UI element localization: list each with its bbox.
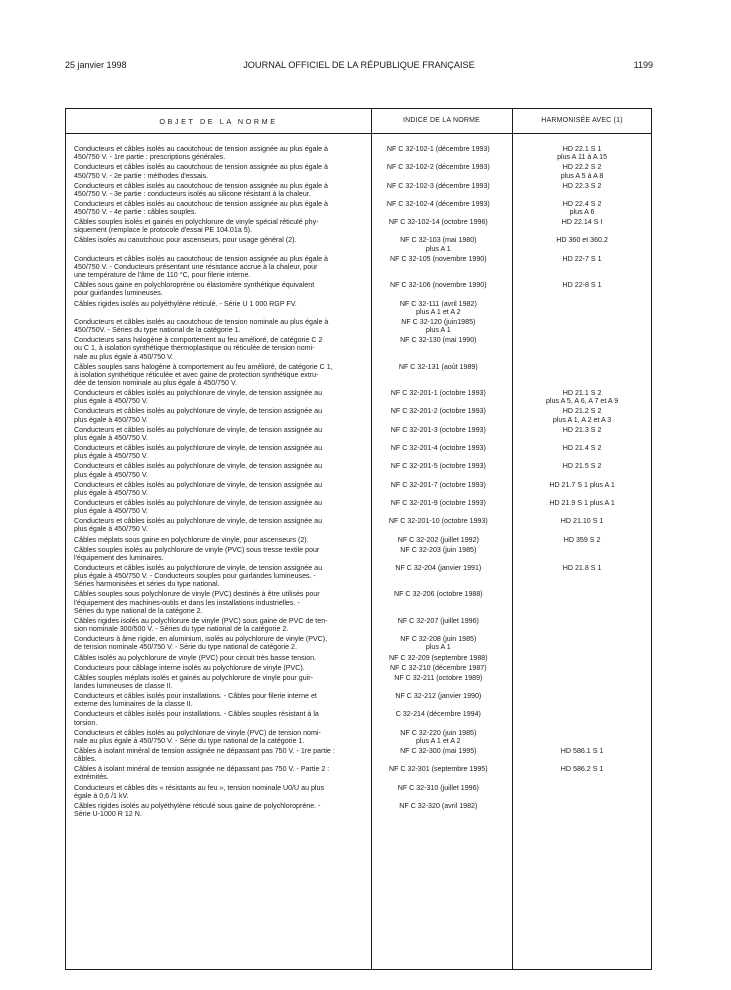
indice-cell-line: NF C 32-201-5 (octobre 1993) — [390, 462, 486, 471]
harmonisee-cell-line: HD 21.3 S 2 — [562, 425, 602, 434]
objet-cell-line: Câbles isolés au caoutchouc pour ascenseurs, pour usage général (2). — [74, 236, 297, 245]
objet-cell — [66, 710, 363, 726]
harmonisee-cell — [513, 236, 651, 252]
table-row — [66, 363, 651, 388]
indice-cell — [363, 674, 513, 690]
harmonisee-cell — [513, 481, 651, 497]
harmonisee-cell — [513, 363, 651, 388]
indice-cell — [363, 617, 513, 633]
indice-cell-line: NF C 32-208 (juin 1985) — [400, 635, 477, 644]
indice-cell — [363, 765, 513, 781]
table-row — [66, 218, 651, 234]
objet-cell — [66, 747, 363, 763]
indice-cell-line: NF C 32-206 (octobre 1988) — [393, 590, 483, 599]
objet-cell — [66, 664, 363, 672]
objet-cell-line: plus égale à 450/750 V. — [74, 433, 148, 442]
indice-cell — [363, 564, 513, 589]
indice-cell — [363, 481, 513, 497]
objet-cell-line: Conducteurs et câbles isolés au caoutchouc de tension nominale au plus égale à — [74, 317, 329, 326]
indice-cell-line: NF C 32-120 (juin1985) — [401, 317, 476, 326]
harmonisee-cell — [513, 664, 651, 672]
objet-cell-line: l'équipement des machines-outils et dans les installations industrielles. - — [74, 598, 300, 607]
indice-cell-line: NF C 32-201-7 (octobre 1993) — [390, 480, 486, 489]
harmonisee-cell — [513, 407, 651, 423]
indice-cell-line: NF C 32-201-1 (octobre 1993) — [390, 389, 486, 398]
table-row — [66, 692, 651, 708]
objet-cell — [66, 590, 363, 615]
objet-cell — [66, 462, 363, 478]
harmonisee-cell-line: HD 21.4 S 2 — [562, 444, 602, 453]
harmonisee-cell-line: HD 22.2 S 2 — [562, 163, 602, 172]
harmonisee-cell-line: HD 586.2 S 1 — [560, 765, 604, 774]
table-row — [66, 635, 651, 651]
objet-cell-line: 450/750 V. - 2e partie : méthodes d'essais. — [74, 171, 208, 180]
harmonisee-cell — [513, 145, 651, 161]
harmonisee-cell-line: HD 21.8 S 1 — [562, 563, 602, 572]
objet-cell — [66, 444, 363, 460]
harmonisee-cell — [513, 182, 651, 198]
objet-cell-line: Conducteurs et câbles dits « résistants au feu », tension nominale U0/U au plus — [74, 783, 324, 792]
indice-cell — [363, 590, 513, 615]
objet-cell-line: nale au plus égale à 450/750 V. — [74, 352, 174, 361]
indice-cell-line: NF C 32-201-4 (octobre 1993) — [390, 444, 486, 453]
indice-cell-line: plus A 1 — [425, 326, 451, 335]
harmonisee-cell — [513, 499, 651, 515]
table-row — [66, 462, 651, 478]
table-row — [66, 499, 651, 515]
indice-cell — [363, 546, 513, 562]
table-row — [66, 336, 651, 361]
indice-cell-line: NF C 32-207 (juillet 1996) — [397, 616, 479, 625]
indice-cell-line: NF C 32-201-10 (octobre 1993) — [388, 517, 488, 526]
objet-cell-line: à isolation synthétique réticulée et avec gaine de protection synthétique extru- — [74, 370, 319, 379]
objet-cell-line: plus égale à 450/750 V. - Conducteurs souples pour guirlandes lumineuses. - — [74, 572, 316, 581]
table-row — [66, 444, 651, 460]
objet-cell-line: 450/750 V. - 3e partie : conducteurs isolés au silicone résistant à la chaleur. — [74, 189, 311, 198]
harmonisee-cell-line: HD 21.10 S 1 — [560, 517, 604, 526]
table-row — [66, 200, 651, 216]
page-number: 1199 — [633, 60, 653, 70]
indice-cell-line: NF C 32-103 (mai 1980) — [400, 236, 477, 245]
objet-cell-line: nale au plus égale à 450/750 V. - Série du type national de la catégorie 1. — [74, 736, 305, 745]
objet-cell-line: Conducteurs et câbles isolés pour installations. - Câbles souples résistant à la — [74, 710, 319, 719]
indice-cell — [363, 218, 513, 234]
objet-cell-line: 450/750V. - Séries du type national de la catégorie 1. — [74, 326, 241, 335]
objet-cell-line: Conducteurs sans halogène à comportement au feu amélioré, de catégorie C 2 — [74, 336, 323, 345]
column-header-objet: OBJET DE LA NORME — [159, 117, 278, 126]
harmonisee-cell — [513, 802, 651, 818]
indice-cell-line: NF C 32-201-2 (octobre 1993) — [390, 407, 486, 416]
harmonisee-cell — [513, 300, 651, 316]
harmonisee-cell-line: plus A 5 à A 8 — [560, 171, 604, 180]
objet-cell-line: landes lumineuses de classe II. — [74, 681, 173, 690]
table-row — [66, 617, 651, 633]
objet-cell-line: Séries harmonisées et séries du type national. — [74, 580, 220, 589]
objet-cell-line: plus égale à 450/750 V. — [74, 507, 148, 516]
indice-cell-line: NF C 32-220 (juin 1985) — [400, 728, 477, 737]
indice-cell — [363, 499, 513, 515]
harmonisee-cell — [513, 200, 651, 216]
indice-cell — [363, 281, 513, 297]
harmonisee-cell-line: HD 586.1 S 1 — [560, 746, 604, 755]
indice-cell — [363, 536, 513, 544]
harmonisee-cell-line: HD 22.14 S I — [561, 218, 603, 227]
harmonisee-cell — [513, 426, 651, 442]
objet-cell-line: Séries du type national de la catégorie 2. — [74, 606, 203, 615]
objet-cell-line: Câbles souples sous polychlorure de vinyle (PVC) destinés à être utilisés pour — [74, 590, 320, 599]
table-row — [66, 517, 651, 533]
journal-title: JOURNAL OFFICIEL DE LA RÉPUBLIQUE FRANÇAISE — [243, 60, 475, 70]
indice-cell — [363, 654, 513, 662]
objet-cell-line: Série U-1000 R 12 N. — [74, 810, 142, 818]
objet-cell-line: Conducteurs et câbles isolés au caoutchouc de tension assignée au plus égale à — [74, 145, 328, 153]
indice-cell-line: plus A 1 et A 2 — [416, 307, 461, 316]
objet-cell — [66, 654, 363, 662]
indice-cell-line: plus A 1 et A 2 — [416, 736, 461, 745]
indice-cell — [363, 300, 513, 316]
table-row — [66, 765, 651, 781]
objet-cell-line: 450/750 V. - Conducteurs présentant une résistance accrue à la chaleur, pour — [74, 262, 318, 271]
objet-cell-line: une température de l'âme de 110 °C, pour filerie interne. — [74, 271, 251, 280]
objet-cell — [66, 145, 363, 161]
objet-cell — [66, 336, 363, 361]
objet-cell-line: Conducteurs et câbles isolés au polychlorure de vinyle, de tension assignée au — [74, 498, 323, 507]
objet-cell — [66, 517, 363, 533]
table-row — [66, 564, 651, 589]
objet-cell-line: câbles. — [74, 755, 97, 764]
objet-cell-line: plus égale à 450/750 V. — [74, 452, 148, 461]
table-row — [66, 674, 651, 690]
harmonisee-cell — [513, 710, 651, 726]
harmonisee-cell-line: HD 22.4 S 2 — [562, 199, 602, 208]
objet-cell-line: Conducteurs et câbles isolés au caoutchouc de tension assignée au plus égale à — [74, 199, 328, 208]
harmonisee-cell — [513, 654, 651, 662]
harmonisee-cell-line: HD 22.3 S 2 — [562, 181, 602, 190]
table-row — [66, 281, 651, 297]
indice-cell — [363, 336, 513, 361]
indice-cell-line: NF C 32-210 (décembre 1987) — [390, 663, 487, 672]
column-header-harmonisee: HARMONISÉE AVEC (1) — [541, 117, 623, 124]
harmonisee-cell-line: HD 359 S 2 — [563, 535, 601, 544]
objet-cell — [66, 546, 363, 562]
column-header-indice: INDICE DE LA NORME — [402, 117, 481, 124]
objet-cell — [66, 182, 363, 198]
table-row — [66, 389, 651, 405]
objet-cell-line: Conducteurs et câbles isolés au polychlorure de vinyle, de tension assignée au — [74, 444, 323, 453]
harmonisee-cell — [513, 617, 651, 633]
objet-cell-line: Conducteurs à âme rigide, en aluminium, isolés au polychlorure de vinyle (PVC), — [74, 635, 328, 644]
objet-cell-line: 450/750 V. - 4e partie : câbles souples. — [74, 208, 197, 217]
harmonisee-cell — [513, 281, 651, 297]
objet-cell-line: plus égale à 450/750 V. — [74, 397, 148, 406]
indice-cell — [363, 802, 513, 818]
objet-cell-line: Conducteurs et câbles isolés au polychlorure de vinyle, de tension assignée au — [74, 480, 323, 489]
indice-cell — [363, 318, 513, 334]
objet-cell-line: plus égale à 450/750 V. — [74, 525, 148, 534]
indice-cell-line: NF C 32-202 (juillet 1992) — [397, 535, 479, 544]
table-row — [66, 664, 651, 672]
indice-cell-line: NF C 32-102-3 (décembre 1993) — [386, 181, 490, 190]
objet-cell-line: Câbles souples isolés au polychlorure de vinyle (PVC) sous tresse textile pour — [74, 545, 320, 554]
objet-cell-line: ou C 1, à isolation synthétique thermoplastique ou réticulée de tension nomi- — [74, 344, 315, 353]
table-row — [66, 318, 651, 334]
objet-cell — [66, 692, 363, 708]
indice-cell — [363, 462, 513, 478]
harmonisee-cell — [513, 546, 651, 562]
table-row — [66, 784, 651, 800]
indice-cell-line: NF C 32-320 (avril 1982) — [399, 801, 478, 810]
objet-cell — [66, 218, 363, 234]
table-row — [66, 407, 651, 423]
harmonisee-cell-line: HD 21.2 S 2 — [562, 407, 602, 416]
objet-cell-line: Câbles à isolant minéral de tension assignée ne dépassant pas 750 V. - Partie 2 : — [74, 765, 330, 774]
harmonisee-cell — [513, 784, 651, 800]
indice-cell — [363, 635, 513, 651]
harmonisee-cell — [513, 729, 651, 745]
harmonisee-cell — [513, 462, 651, 478]
header-rule — [66, 133, 651, 134]
harmonisee-cell-line: HD 22-8 S 1 — [562, 281, 602, 290]
indice-cell — [363, 664, 513, 672]
harmonisee-cell-line: HD 360 et 360.2 — [556, 236, 608, 245]
table-row — [66, 802, 651, 818]
objet-cell — [66, 363, 363, 388]
indice-cell — [363, 747, 513, 763]
indice-cell — [363, 163, 513, 179]
harmonisee-cell-line: HD 22.1 S 1 — [562, 145, 602, 153]
harmonisee-cell-line: HD 21.5 S 2 — [562, 462, 602, 471]
table-row — [66, 729, 651, 745]
indice-cell — [363, 407, 513, 423]
harmonisee-cell — [513, 590, 651, 615]
objet-cell — [66, 635, 363, 651]
objet-cell-line: Conducteurs pour câblage interne isolés au polychlorure de vinyle (PVC). — [74, 663, 305, 672]
objet-cell — [66, 318, 363, 334]
objet-cell-line: Conducteurs et câbles isolés au polychlorure de vinyle (PVC) de tension nomi- — [74, 728, 321, 737]
harmonisee-cell — [513, 517, 651, 533]
objet-cell-line: Conducteurs et câbles isolés au polychlorure de vinyle, de tension assignée au — [74, 407, 323, 416]
standards-table — [65, 108, 652, 970]
indice-cell-line: NF C 32-102-1 (décembre 1993) — [386, 145, 490, 153]
objet-cell-line: Câbles sous gaine en polychloroprène ou élastomère synthétique équivalent — [74, 281, 315, 290]
objet-cell-line: dée de tension nominale au plus égale à 450/750 V. — [74, 379, 238, 388]
indice-cell — [363, 517, 513, 533]
harmonisee-cell — [513, 444, 651, 460]
harmonisee-cell — [513, 389, 651, 405]
indice-cell-line: NF C 32-211 (octobre 1989) — [394, 673, 483, 682]
objet-cell — [66, 200, 363, 216]
objet-cell — [66, 617, 363, 633]
objet-cell-line: Câbles rigides isolés au polyéthylène réticulé. - Série U 1 000 RGP FV. — [74, 299, 297, 308]
table-row — [66, 255, 651, 280]
indice-cell-line: NF C 32-102-14 (octobre 1996) — [388, 218, 488, 227]
table-body — [66, 145, 651, 969]
indice-cell-line: NF C 32-203 (juin 1985) — [400, 545, 477, 554]
table-row — [66, 481, 651, 497]
table-row — [66, 710, 651, 726]
objet-cell — [66, 163, 363, 179]
objet-cell — [66, 784, 363, 800]
objet-cell-line: l'équipement des luminaires. — [74, 553, 164, 562]
objet-cell — [66, 236, 363, 252]
harmonisee-cell — [513, 692, 651, 708]
indice-cell-line: NF C 32-209 (septembre 1988) — [389, 653, 488, 662]
indice-cell — [363, 255, 513, 280]
indice-cell-line: NF C 32-204 (janvier 1991) — [395, 563, 482, 572]
table-row — [66, 236, 651, 252]
indice-cell-line: NF C 32-111 (avril 1982) — [399, 299, 477, 308]
harmonisee-cell — [513, 674, 651, 690]
harmonisee-cell — [513, 163, 651, 179]
indice-cell — [363, 784, 513, 800]
objet-cell — [66, 281, 363, 297]
harmonisee-cell — [513, 536, 651, 544]
objet-cell-line: externe des luminaires de la classe II. — [74, 700, 193, 709]
indice-cell-line: NF C 32-201-3 (octobre 1993) — [390, 425, 486, 434]
objet-cell-line: Câbles souples isolés et gainés en polychlorure de vinyle spécial réticulé phy- — [74, 218, 319, 227]
objet-cell-line: Câbles isolés au polychlorure de vinyle (PVC) pour circuit très basse tension. — [74, 653, 317, 662]
indice-cell — [363, 182, 513, 198]
table-row — [66, 536, 651, 544]
harmonisee-cell — [513, 765, 651, 781]
page-header — [65, 60, 653, 74]
indice-cell-line: NF C 32-102-2 (décembre 1993) — [386, 163, 490, 172]
objet-cell-line: de tension nominale 450/750 V. - Série du type national de catégorie 2. — [74, 643, 297, 652]
objet-cell-line: Conducteurs et câbles isolés au polychlorure de vinyle, de tension assignée au — [74, 462, 323, 471]
indice-cell-line: NF C 32-212 (janvier 1990) — [395, 692, 482, 701]
objet-cell-line: Conducteurs et câbles isolés au caoutchouc de tension assignée au plus égale à — [74, 163, 328, 172]
table-row — [66, 590, 651, 615]
objet-cell — [66, 564, 363, 589]
objet-cell-line: Conducteurs et câbles isolés au caoutchouc de tension assignée au plus égale à — [74, 181, 328, 190]
objet-cell — [66, 802, 363, 818]
objet-cell-line: Câbles souples sans halogène à comportement au feu amélioré, de catégorie C 1, — [74, 362, 333, 371]
objet-cell — [66, 481, 363, 497]
objet-cell-line: Câbles à isolant minéral de tension assignée ne dépassant pas 750 V. - 1re partie : — [74, 746, 335, 755]
objet-cell-line: extrémités. — [74, 773, 109, 782]
indice-cell — [363, 444, 513, 460]
harmonisee-cell — [513, 336, 651, 361]
header-date: 25 janvier 1998 — [65, 60, 127, 70]
objet-cell — [66, 729, 363, 745]
table-row — [66, 163, 651, 179]
indice-cell-line: NF C 32-102-4 (décembre 1993) — [386, 199, 490, 208]
indice-cell — [363, 236, 513, 252]
objet-cell-line: Conducteurs et câbles isolés au polychlorure de vinyle, de tension assignée au — [74, 517, 323, 526]
indice-cell — [363, 710, 513, 726]
harmonisee-cell-line: plus A 1, A 2 et A 3 — [552, 415, 612, 424]
objet-cell — [66, 674, 363, 690]
objet-cell-line: Conducteurs et câbles isolés au polychlorure de vinyle, de tension assignée au — [74, 389, 323, 398]
harmonisee-cell — [513, 218, 651, 234]
objet-cell-line: Conducteurs et câbles isolés pour installations. - Câbles pour filerie interne et — [74, 692, 317, 701]
objet-cell — [66, 536, 363, 544]
indice-cell-line: plus A 1 — [425, 244, 451, 253]
indice-cell — [363, 729, 513, 745]
objet-cell — [66, 765, 363, 781]
indice-cell-line: plus A 1 — [425, 643, 451, 652]
harmonisee-cell — [513, 747, 651, 763]
objet-cell-line: pour guirlandes lumineuses. — [74, 289, 163, 298]
objet-cell-line: torsion. — [74, 718, 98, 727]
indice-cell-line: NF C 32-301 (septembre 1995) — [389, 765, 488, 774]
table-row — [66, 426, 651, 442]
harmonisee-cell-line: HD 21.9 S 1 plus A 1 — [549, 498, 615, 507]
table-row — [66, 546, 651, 562]
objet-cell — [66, 389, 363, 405]
table-row — [66, 182, 651, 198]
indice-cell — [363, 200, 513, 216]
table-row — [66, 747, 651, 763]
objet-cell-line: Câbles souples méplats isolés et gainés au polychlorure de vinyle pour guir- — [74, 673, 313, 682]
objet-cell — [66, 255, 363, 280]
indice-cell — [363, 426, 513, 442]
indice-cell-line: NF C 32-105 (novembre 1990) — [390, 254, 487, 263]
objet-cell-line: Conducteurs et câbles isolés au polychlorure de vinyle, de tension assignée au — [74, 563, 323, 572]
objet-cell-line: plus égale à 450/750 V. — [74, 488, 148, 497]
indice-cell-line: NF C 32-300 (mai 1995) — [400, 746, 477, 755]
harmonisee-cell-line: HD 22-7 S 1 — [562, 254, 602, 263]
objet-cell-line: plus égale à 450/750 V. — [74, 470, 148, 479]
indice-cell-line: NF C 32-310 (juillet 1996) — [397, 783, 479, 792]
objet-cell-line: 450/750 V. - 1re partie : prescriptions générales. — [74, 153, 226, 162]
table-row — [66, 300, 651, 316]
table-row — [66, 654, 651, 662]
harmonisee-cell-line: plus A 6 — [569, 208, 595, 217]
objet-cell — [66, 300, 363, 316]
objet-cell — [66, 426, 363, 442]
harmonisee-cell-line: HD 21.1 S 2 — [562, 389, 602, 398]
indice-cell-line: NF C 32-131 (août 1989) — [398, 362, 478, 371]
harmonisee-cell-line: plus A 11 à A 15 — [557, 153, 608, 162]
objet-cell-line: siquement (remplace le protocole d'essai PE 104.01a 5). — [74, 226, 253, 235]
harmonisee-cell-line: plus A 5, A 6, A 7 et A 9 — [545, 397, 619, 406]
objet-cell-line: sion nominale 300/500 V. - Séries du type national de la catégorie 2. — [74, 625, 289, 634]
objet-cell-line: Conducteurs et câbles isolés au caoutchouc de tension assignée au plus égale à — [74, 254, 328, 263]
objet-cell-line: égale à 0,6 /1 kV. — [74, 791, 129, 800]
objet-cell — [66, 499, 363, 515]
indice-cell — [363, 692, 513, 708]
harmonisee-cell-line: HD 21.7 S 1 plus A 1 — [549, 480, 615, 489]
objet-cell-line: Câbles méplats sous gaine en polychlorure de vinyle, pour ascenseurs (2). — [74, 535, 309, 544]
indice-cell-line: NF C 32-130 (mai 1990) — [400, 336, 477, 345]
harmonisee-cell — [513, 255, 651, 280]
objet-cell-line: plus égale à 450/750 V. — [74, 415, 148, 424]
indice-cell — [363, 145, 513, 161]
harmonisee-cell — [513, 564, 651, 589]
indice-cell-line: NF C 32-201-9 (octobre 1993) — [390, 498, 486, 507]
indice-cell-line: NF C 32-106 (novembre 1990) — [390, 281, 487, 290]
indice-cell — [363, 363, 513, 388]
harmonisee-cell — [513, 635, 651, 651]
objet-cell — [66, 407, 363, 423]
indice-cell-line: C 32-214 (décembre 1994) — [395, 710, 481, 719]
objet-cell-line: Câbles rigides isolés au polyéthylène réticulé sous gaine de polychloroprène. - — [74, 801, 321, 810]
indice-cell — [363, 389, 513, 405]
harmonisee-cell — [513, 318, 651, 334]
objet-cell-line: Conducteurs et câbles isolés au polychlorure de vinyle, de tension assignée au — [74, 425, 323, 434]
table-row — [66, 145, 651, 161]
objet-cell-line: Câbles rigides isolés au polychlorure de vinyle (PVC) sous gaine de PVC de ten- — [74, 616, 328, 625]
